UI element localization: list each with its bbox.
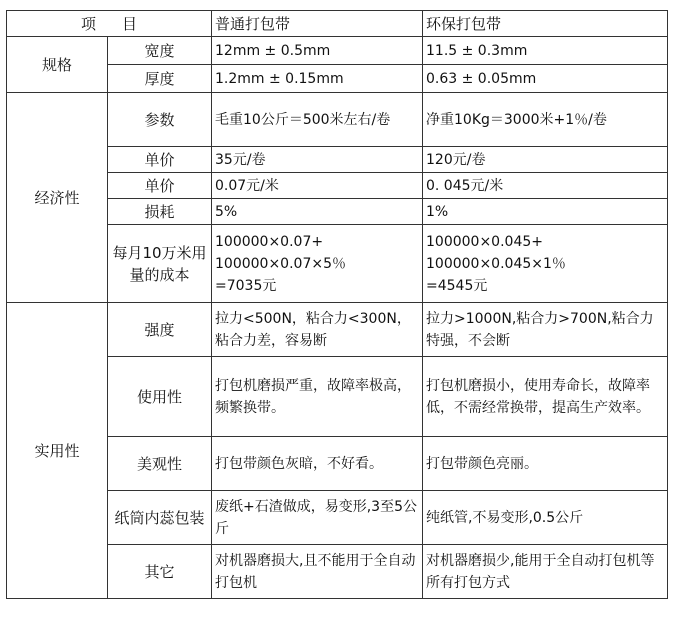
formula-line: 100000×0.045×1％ xyxy=(426,255,566,272)
eco-value: 120元/卷 xyxy=(423,147,668,173)
header-eco-strap: 环保打包带 xyxy=(423,11,668,37)
regular-value: 1.2mm ± 0.15mm xyxy=(212,65,423,93)
row-label: 每月10万米用量的成本 xyxy=(108,225,212,303)
row-label: 纸筒内蕊包装 xyxy=(108,491,212,545)
strap-comparison-table xyxy=(6,10,668,599)
eco-value: 0.63 ± 0.05mm xyxy=(423,65,668,93)
row-label: 使用性 xyxy=(108,357,212,437)
formula-line: 100000×0.045+ xyxy=(426,233,543,250)
regular-value: 打包机磨损严重，故障率极高，频繁换带。 xyxy=(212,357,423,437)
regular-value: 0.07元/米 xyxy=(212,173,423,199)
row-label: 厚度 xyxy=(108,65,212,93)
category-practicality: 实用性 xyxy=(7,303,108,599)
formula-line: 100000×0.07×5％ xyxy=(215,255,346,272)
row-label: 强度 xyxy=(108,303,212,357)
eco-value: 打包机磨损小，使用寿命长，故障率低，不需经常换带，提高生产效率。 xyxy=(423,357,668,437)
regular-value: 对机器磨损大,且不能用于全自动打包机 xyxy=(212,545,423,599)
formula-line: =4545元 xyxy=(426,277,488,294)
regular-value: 拉力<500N，粘合力<300N，粘合力差，容易断 xyxy=(212,303,423,357)
regular-value: 打包带颜色灰暗，不好看。 xyxy=(212,437,423,491)
header-item: 项 目 xyxy=(7,11,212,37)
eco-value: 0. 045元/米 xyxy=(423,173,668,199)
row-label: 宽度 xyxy=(108,37,212,65)
table-row xyxy=(7,303,668,357)
formula-line: =7035元 xyxy=(215,277,277,294)
header-row xyxy=(7,11,668,37)
eco-value: 纯纸管,不易变形,0.5公斤 xyxy=(423,491,668,545)
regular-value xyxy=(212,225,423,303)
regular-value: 毛重10公斤＝500米左右/卷 xyxy=(212,93,423,147)
row-label: 单价 xyxy=(108,147,212,173)
eco-value: 拉力>1000N,粘合力>700N,粘合力特强，不会断 xyxy=(423,303,668,357)
row-label: 其它 xyxy=(108,545,212,599)
row-label: 参数 xyxy=(108,93,212,147)
header-regular-strap: 普通打包带 xyxy=(212,11,423,37)
regular-value: 35元/卷 xyxy=(212,147,423,173)
eco-value: 11.5 ± 0.3mm xyxy=(423,37,668,65)
category-economy: 经济性 xyxy=(7,93,108,303)
eco-value xyxy=(423,225,668,303)
regular-value: 废纸+石渣做成，易变形,3至5公斤 xyxy=(212,491,423,545)
eco-value: 打包带颜色亮丽。 xyxy=(423,437,668,491)
formula-line: 100000×0.07+ xyxy=(215,233,324,250)
category-spec: 规格 xyxy=(7,37,108,93)
regular-value: 5% xyxy=(212,199,423,225)
row-label: 单价 xyxy=(108,173,212,199)
row-label: 美观性 xyxy=(108,437,212,491)
row-label: 损耗 xyxy=(108,199,212,225)
regular-value: 12mm ± 0.5mm xyxy=(212,37,423,65)
eco-value: 对机器磨损少,能用于全自动打包机等所有打包方式 xyxy=(423,545,668,599)
eco-value: 净重10Kg＝3000米+1％/卷 xyxy=(423,93,668,147)
table-row xyxy=(7,93,668,147)
eco-value: 1% xyxy=(423,199,668,225)
table-row xyxy=(7,37,668,65)
